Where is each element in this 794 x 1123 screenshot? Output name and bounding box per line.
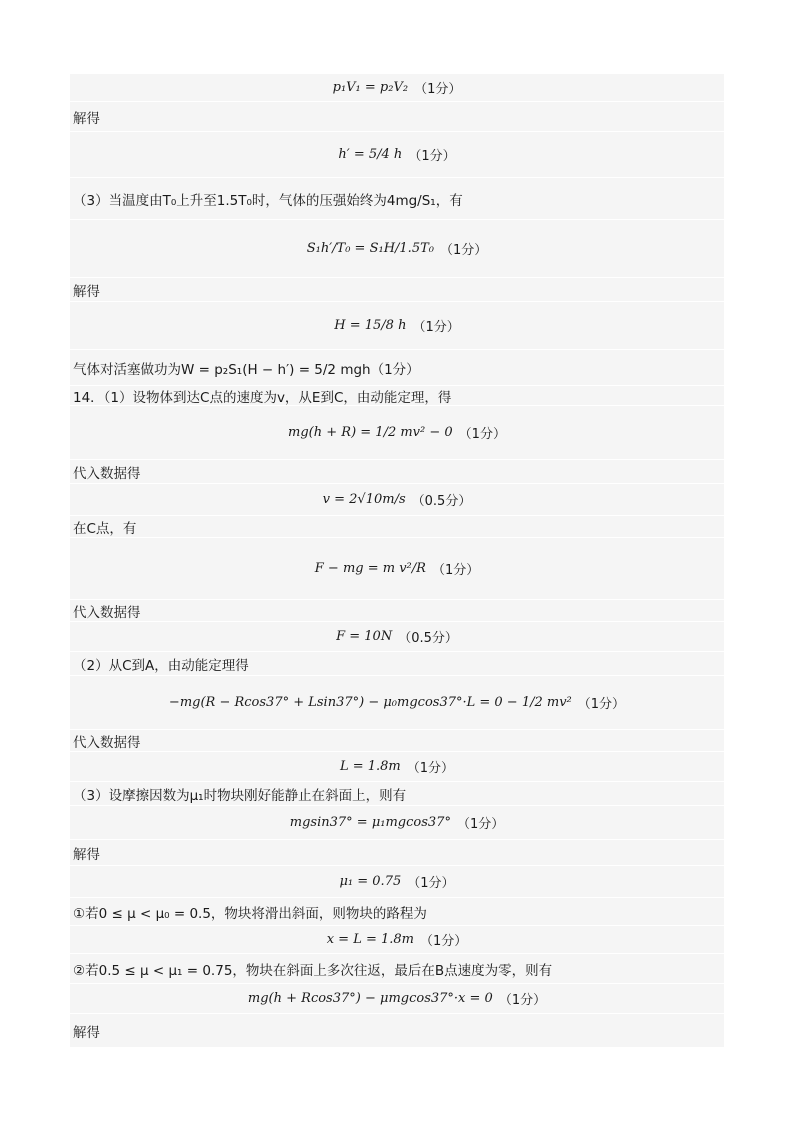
text-body: ①若0 ≤ μ < μ₀ = 0.5，物块将滑出斜面，则物块的路程为 (73, 905, 427, 922)
text-substitute (70, 459, 724, 483)
text-body: 解得 (73, 283, 100, 300)
text-part3-intro (70, 177, 724, 219)
equation-body: mg(h + R) = 1/2 mv² − 0 (288, 425, 453, 440)
equation-energy-balance (70, 983, 724, 1013)
text-body: 代入数据得 (73, 465, 141, 482)
score-label: （1分） (408, 149, 456, 164)
equation-body: L = 1.8m (339, 759, 401, 774)
equation-energy-theorem-1 (70, 405, 724, 459)
text-body: ②若0.5 ≤ μ < μ₁ = 0.75，物块在斜面上多次往返，最后在B点速度为零，则有 (73, 962, 553, 979)
equation-energy-theorem-2 (70, 675, 724, 729)
text-part3-friction (70, 781, 724, 805)
score-label: （0.5分） (398, 631, 458, 646)
text-jiede (70, 277, 724, 301)
text-substitute (70, 729, 724, 751)
equation-body: p₁V₁ = p₂V₂ (332, 80, 409, 95)
text-body: 代入数据得 (73, 734, 141, 751)
equation-force (70, 621, 724, 651)
score-label: （1分） (420, 934, 468, 949)
equation-body: H = 15/8 h (334, 318, 407, 333)
text-jiede (70, 1013, 724, 1047)
text-body: （3）设摩擦因数为μ₁时物块刚好能静止在斜面上，则有 (73, 787, 407, 804)
text-body: 气体对活塞做功为W = p₂S₁(H − h′) = 5/2 mgh（1分） (73, 361, 420, 378)
text-case1 (70, 897, 724, 925)
score-label: （1分） (414, 82, 462, 97)
text-substitute (70, 599, 724, 621)
equation-boyle-law (70, 74, 724, 101)
text-body: 解得 (73, 110, 100, 127)
text-body: （2）从C到A，由动能定理得 (73, 657, 249, 674)
equation-body: μ₁ = 0.75 (339, 874, 402, 889)
text-work-done (70, 349, 724, 385)
score-label: （1分） (406, 761, 455, 776)
equation-mu1 (70, 865, 724, 897)
equation-body: x = L = 1.8m (326, 932, 414, 947)
score-label: （1分） (412, 320, 460, 335)
score-label: （1分） (498, 993, 547, 1008)
score-label: （1分） (439, 243, 488, 258)
equation-velocity (70, 483, 724, 515)
equation-body: h′ = 5/4 h (338, 147, 403, 162)
score-label: （0.5分） (411, 494, 472, 509)
equation-body: −mg(R − Rcos37° + Lsin37°) − μ₀mgcos37°·L = 0 − 1/2 mv² (168, 695, 572, 710)
text-body: 14．（1）设物体到达C点的速度为v，从E到C，由动能定理，得 (73, 389, 452, 406)
equation-path-x (70, 925, 724, 953)
score-label: （1分） (577, 697, 626, 712)
text-part2-intro (70, 651, 724, 675)
text-at-point-c (70, 515, 724, 537)
text-body: 在C点，有 (73, 520, 137, 537)
equation-length (70, 751, 724, 781)
equation-body: mg(h + Rcos37°) − μmgcos37°·x = 0 (247, 991, 493, 1006)
equation-h-prime (70, 131, 724, 177)
text-jiede (70, 839, 724, 865)
score-label: （1分） (431, 563, 480, 578)
text-body: 代入数据得 (73, 604, 141, 621)
equation-centripetal (70, 537, 724, 599)
equation-body: F = 10N (336, 629, 393, 644)
equation-body: F − mg = m v²/R (314, 561, 426, 576)
score-label: （1分） (458, 427, 506, 442)
equation-charles-law (70, 219, 724, 277)
equation-body: mgsin37° = μ₁mgcos37° (289, 815, 451, 830)
text-jiede (70, 101, 724, 131)
equation-H (70, 301, 724, 349)
score-label: （1分） (456, 817, 505, 832)
text-body: 解得 (73, 1024, 100, 1041)
text-body: 解得 (73, 846, 100, 863)
text-q14-part1 (70, 385, 724, 405)
score-label: （1分） (407, 876, 455, 891)
equation-body: v = 2√10m/s (322, 492, 406, 507)
equation-body: S₁h′/T₀ = S₁H/1.5T₀ (306, 241, 434, 256)
text-case2 (70, 953, 724, 983)
equation-static-friction (70, 805, 724, 839)
answer-document (70, 74, 724, 1047)
text-body: （3）当温度由T₀上升至1.5T₀时，气体的压强始终为4mg/S₁，有 (73, 192, 463, 209)
